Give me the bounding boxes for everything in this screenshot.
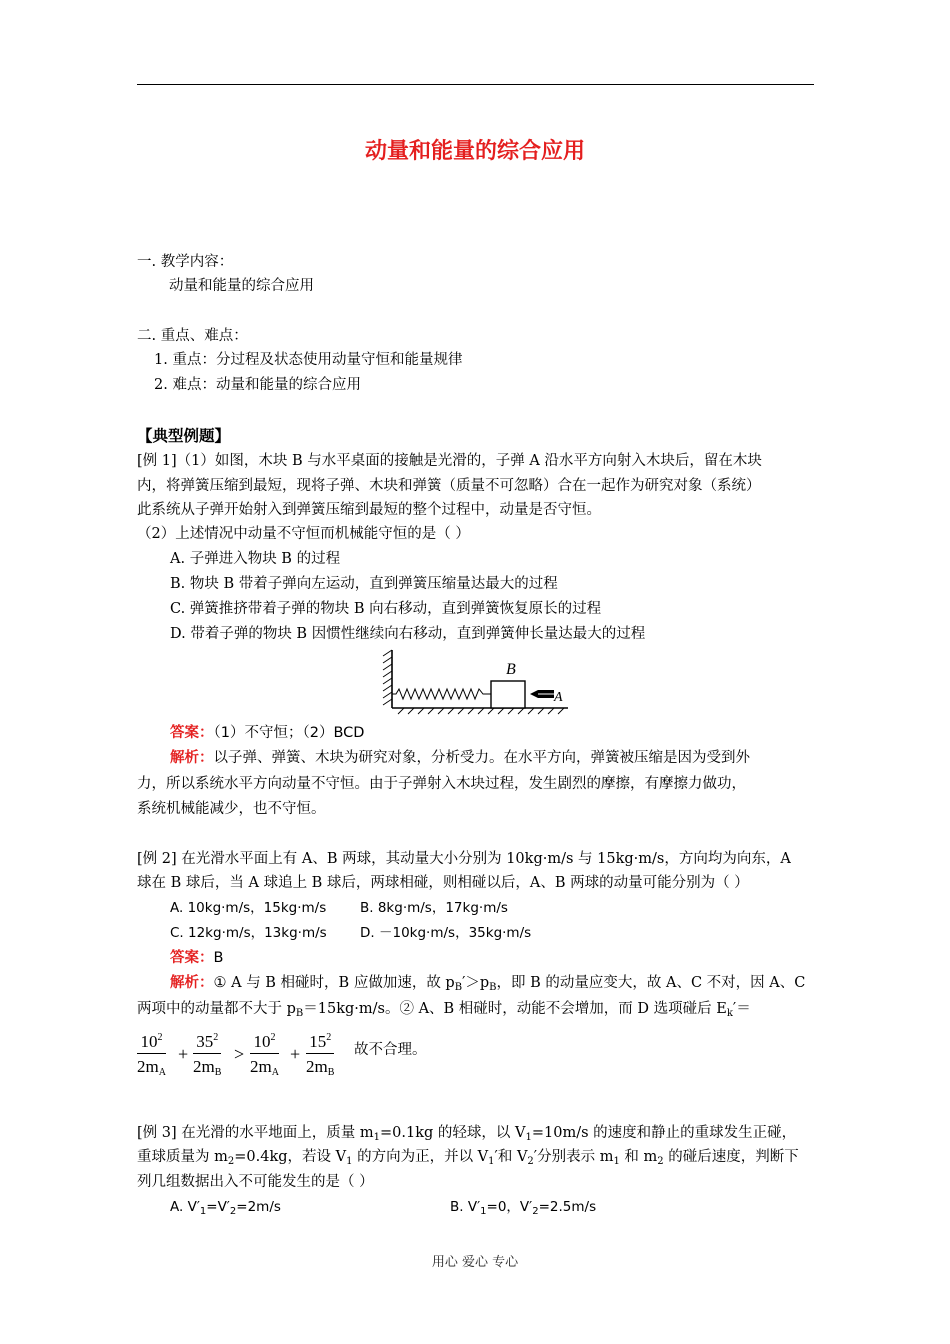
bullet-a-label: A bbox=[554, 690, 563, 705]
greater-than-sign: > bbox=[234, 1044, 245, 1064]
ex1-analysis-line: 力，所以系统水平方向动量不守恒。由于子弹射入木块过程，发生剧烈的摩擦，有摩擦力做功， bbox=[137, 776, 746, 792]
ex3-line: [例 3] 在光滑的水平地面上，质量 $m_1=0.1kg$ 的轻球，以 $V_1=10m/s$ 的速度和静止的重球发生正碰， bbox=[137, 1125, 797, 1143]
fraction-4: $\frac{15^2}{2m_B}$ bbox=[306, 1032, 335, 1078]
block-b-label: B bbox=[506, 661, 516, 678]
ex1-question-2: （2）上述情况中动量不守恒而机械能守恒的是（ ） bbox=[137, 526, 470, 542]
ex3-line: 重球质量为 $m_2=0.4kg$，若设 $V_1$ 的方向为正，并以 $V_1'$和 $V_2'$分别表示 $m_1$ 和 $m_2$ 的碰后速度，判断下 bbox=[137, 1149, 799, 1167]
fraction-2: $\frac{35^2}{2m_B}$ bbox=[193, 1032, 222, 1078]
ex2-option-b: B. 8kg·m/s，17kg·m/s bbox=[360, 900, 508, 916]
ex1-line: 内，将弹簧压缩到最短，现将子弹、木块和弹簧（质量不可忽略）合在一起作为研究对象（系统） bbox=[137, 478, 761, 494]
ex1-option-c: C. 弹簧推挤带着子弹的物块 B 向右移动，直到弹簧恢复原长的过程 bbox=[170, 601, 602, 617]
ex3-line: 列几组数据出入不可能发生的是（ ） bbox=[137, 1174, 374, 1190]
spring bbox=[392, 689, 491, 699]
spring-block-figure bbox=[378, 648, 570, 716]
ex2-conclusion: 故不合理。 bbox=[354, 1042, 427, 1058]
page-title: 动量和能量的综合应用 bbox=[364, 139, 585, 164]
ex3-option-a: A. $V'_1=V'_2=2m/s$ bbox=[170, 1199, 281, 1217]
ex2-analysis-line: 解析：① A 与 B 相碰时，B 应做加速，故 $p_B'>p_B$，即 B 的动量应变大，故 A、C 不对，因 A、C bbox=[170, 974, 806, 993]
ex2-option-d: D. －10kg·m/s，35kg·m/s bbox=[360, 925, 532, 941]
fraction-3: $\frac{10^2}{2m_A}$ bbox=[250, 1032, 279, 1078]
ex2-option-c: C. 12kg·m/s，13kg·m/s bbox=[170, 925, 327, 941]
ex1-option-a: A. 子弹进入物块 B 的过程 bbox=[170, 551, 341, 567]
plus-sign: + bbox=[290, 1044, 301, 1064]
ex1-analysis-line: 系统机械能减少，也不守恒。 bbox=[137, 801, 326, 817]
difficult-point: 2. 难点：动量和能量的综合应用 bbox=[154, 377, 361, 393]
ex2-line: 球在 B 球后，当 A 球追上 B 球后，两球相碰，则相碰以后，A、B 两球的动量可能分别为（ ） bbox=[137, 875, 749, 891]
ex1-analysis-line: 解析：以子弹、弹簧、木块为研究对象，分析受力。在水平方向，弹簧被压缩是因为受到外 bbox=[170, 749, 750, 766]
ex1-line: 此系统从子弹开始射入到弹簧压缩到最短的整个过程中，动量是否守恒。 bbox=[137, 502, 601, 518]
ex2-option-a: A. 10kg·m/s，15kg·m/s bbox=[170, 900, 327, 916]
ex3-option-b: B. $V'_1=0$，$V'_2=2.5m/s$ bbox=[450, 1199, 597, 1217]
ex1-line: [例 1]（1）如图，木块 B 与水平桌面的接触是光滑的，子弹 A 沿水平方向射入木块后，留在木块 bbox=[137, 453, 762, 469]
section-1-heading: 一. 教学内容： bbox=[137, 254, 234, 270]
block-b bbox=[491, 681, 525, 708]
ex1-option-b: B. 物块 B 带着子弹向左运动，直到弹簧压缩量达最大的过程 bbox=[170, 576, 558, 592]
fraction-1: $\frac{10^2}{2m_A}$ bbox=[137, 1032, 166, 1078]
plus-sign: + bbox=[178, 1044, 189, 1064]
section-1-content: 动量和能量的综合应用 bbox=[169, 278, 314, 294]
section-2-heading: 二. 重点、难点： bbox=[137, 328, 248, 344]
ex1-answer: 答案：（1）不守恒；（2）BCD bbox=[170, 724, 365, 741]
header-rule bbox=[137, 84, 814, 85]
key-point: 1. 重点：分过程及状态使用动量守恒和能量规律 bbox=[154, 352, 463, 368]
ex1-option-d: D. 带着子弹的物块 B 因惯性继续向右移动，直到弹簧伸长量达最大的过程 bbox=[170, 626, 646, 642]
ex2-analysis-line: 两项中的动量都不大于 $p_B=15kg\cdot m/s$。② A、B 相碰时，动能不会增加，而 D 选项碰后 $E_k'=$ bbox=[137, 1001, 751, 1019]
examples-heading: 【典型例题】 bbox=[137, 426, 231, 445]
ex2-answer: 答案：B bbox=[170, 949, 224, 966]
page-footer: 用心 爱心 专心 bbox=[431, 1255, 519, 1270]
ex2-line: [例 2] 在光滑水平面上有 A、B 两球，其动量大小分别为 10kg·m/s 与 15kg·m/s，方向均为向东，A bbox=[137, 851, 791, 867]
